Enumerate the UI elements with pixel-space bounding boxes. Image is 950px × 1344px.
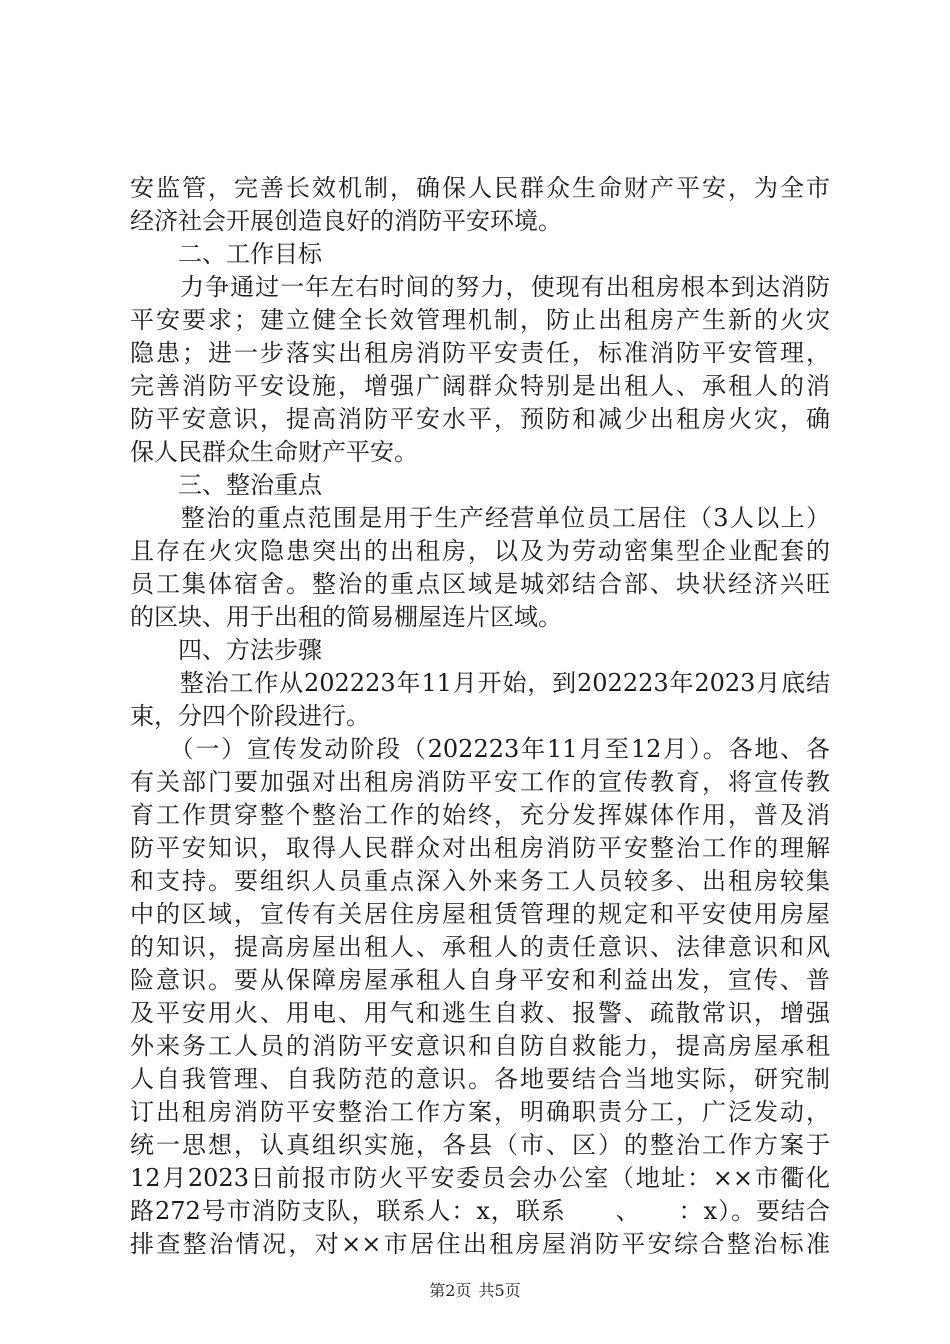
body-line: 防平安意识，提高消防平安水平，预防和减少出租房火灾，确 bbox=[130, 405, 830, 433]
body-line: 险意识。要从保障房屋承租人自身平安和利益出发，宣传、普 bbox=[130, 966, 830, 994]
body-line: 整治的重点范围是用于生产经营单位员工居住（3人以上） bbox=[130, 504, 830, 532]
body-line: 路272号市消防支队，联系人：x，联系 、 ：x）。要结合 bbox=[130, 1197, 830, 1225]
body-line: 的区块、用于出租的简易棚屋连片区域。 bbox=[130, 603, 562, 631]
body-line: 排查整治情况，对××市居住出租房屋消防平安综合整治标准 bbox=[130, 1230, 830, 1258]
body-line: 四、方法步骤 bbox=[130, 636, 322, 664]
document-body bbox=[130, 172, 830, 1261]
body-line: 有关部门要加强对出租房消防平安工作的宣传教育，将宣传教 bbox=[130, 768, 830, 796]
body-line: 平安要求；建立健全长效管理机制，防止出租房产生新的火灾 bbox=[130, 306, 830, 334]
body-line: 及平安用火、用电、用气和逃生自救、报警、疏散常识，增强 bbox=[130, 999, 830, 1027]
body-line: 束，分四个阶段进行。 bbox=[130, 702, 370, 730]
body-line: 安监管，完善长效机制，确保人民群众生命财产平安，为全市 bbox=[130, 174, 830, 202]
body-line: 12月2023日前报市防火平安委员会办公室（地址：××市衢化 bbox=[130, 1164, 830, 1192]
body-line: 经济社会开展创造良好的消防平安环境。 bbox=[130, 207, 562, 235]
body-line: 育工作贯穿整个整治工作的始终，充分发挥媒体作用，普及消 bbox=[130, 801, 830, 829]
body-line: 隐患；进一步落实出租房消防平安责任，标准消防平安管理， bbox=[130, 339, 830, 367]
body-line: 人自我管理、自我防范的意识。各地要结合当地实际，研究制 bbox=[130, 1065, 830, 1093]
body-line: 整治工作从202223年11月开始，到202223年2023月底结 bbox=[130, 669, 830, 697]
body-line: 二、工作目标 bbox=[130, 240, 322, 268]
body-line: 力争通过一年左右时间的努力，使现有出租房根本到达消防 bbox=[130, 273, 830, 301]
body-line: 防平安知识，取得人民群众对出租房消防平安整治工作的理解 bbox=[130, 834, 830, 862]
body-line: 中的区域，宣传有关居住房屋租赁管理的规定和平安使用房屋 bbox=[130, 900, 830, 928]
body-line: 员工集体宿舍。整治的重点区域是城郊结合部、块状经济兴旺 bbox=[130, 570, 830, 598]
body-line: 三、整治重点 bbox=[130, 471, 322, 499]
body-line: 统一思想，认真组织实施，各县（市、区）的整治工作方案于 bbox=[130, 1131, 830, 1159]
body-line: 订出租房消防平安整治工作方案，明确职责分工，广泛发动， bbox=[130, 1098, 830, 1126]
body-line: 且存在火灾隐患突出的出租房，以及为劳动密集型企业配套的 bbox=[130, 537, 830, 565]
body-line: 的知识，提高房屋出租人、承租人的责任意识、法律意识和风 bbox=[130, 933, 830, 961]
body-line: 和支持。要组织人员重点深入外来务工人员较多、出租房较集 bbox=[130, 867, 830, 895]
body-line: （一）宣传发动阶段（202223年11月至12月）。各地、各 bbox=[130, 735, 830, 763]
page-footer: 第2页 共5页 bbox=[429, 1281, 521, 1300]
body-line: 外来务工人员的消防平安意识和自防自救能力，提高房屋承租 bbox=[130, 1032, 830, 1060]
body-line: 完善消防平安设施，增强广阔群众特别是出租人、承租人的消 bbox=[130, 372, 830, 400]
body-line: 保人民群众生命财产平安。 bbox=[130, 438, 418, 466]
